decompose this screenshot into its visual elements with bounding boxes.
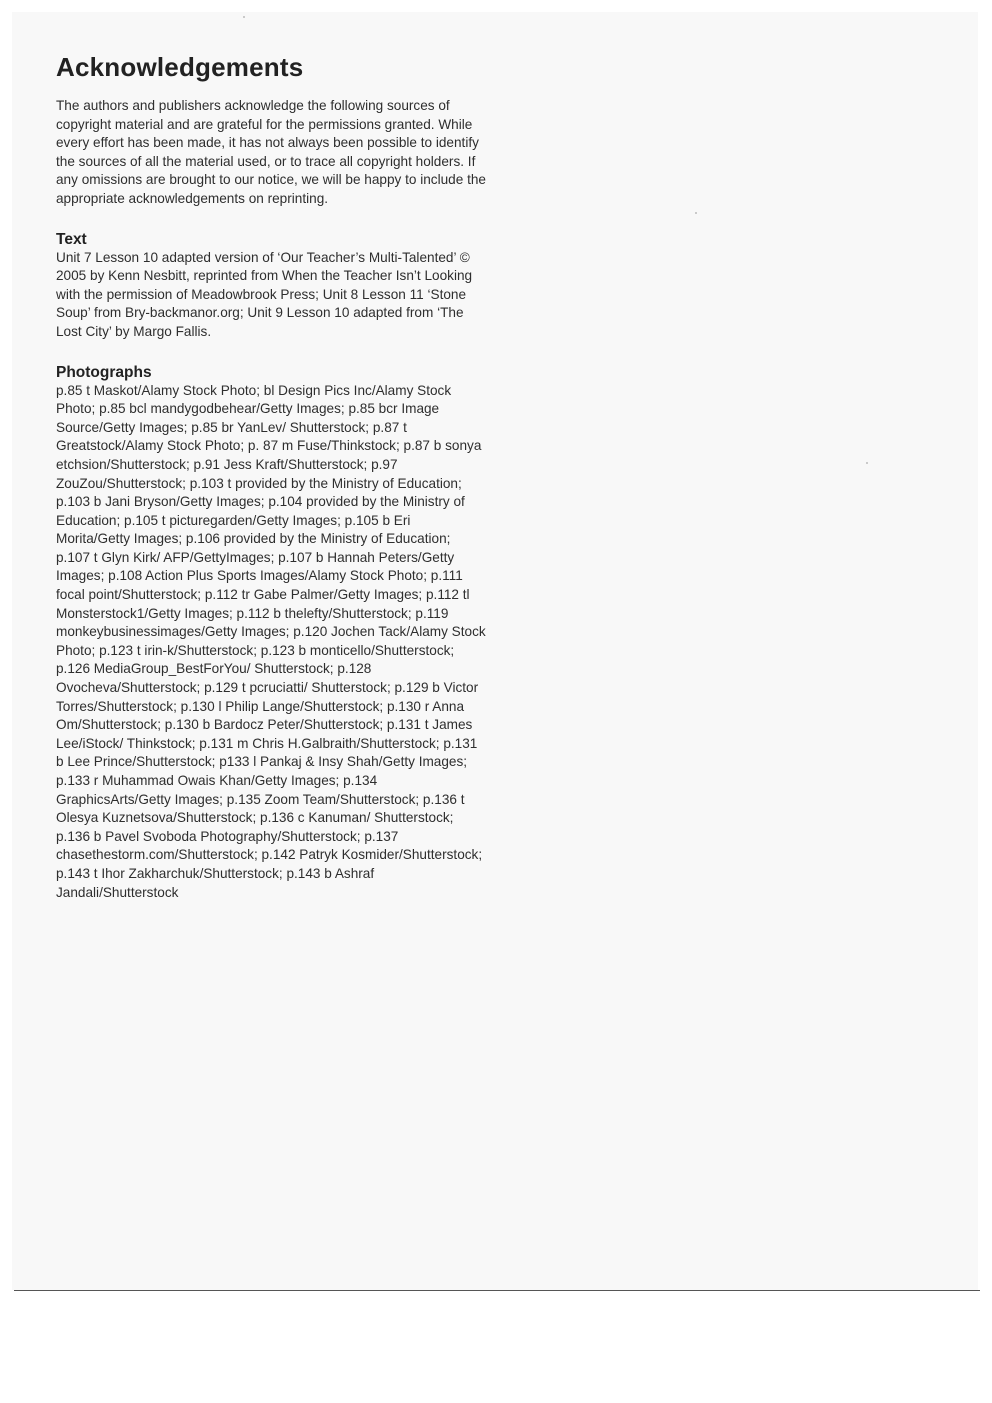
text-section — [56, 231, 486, 342]
photographs-heading: Photographs — [56, 363, 152, 381]
acknowledgements-content — [56, 52, 486, 902]
scan-speck — [243, 16, 245, 18]
intro-paragraph: The authors and publishers acknowledge the following sources of copyright material and are grateful for the permissions granted. While every effort has been made, it has not always been possible to identify the sources of all the material used, or to trace all copyright holders. If any omissions are brought to our notice, we will be happy to include the appropriate acknowledgements on reprinting. — [56, 98, 486, 206]
photographs-body: p.85 t Maskot/Alamy Stock Photo; bl Design Pics Inc/Alamy Stock Photo; p.85 bcl mandygodbehear/Getty Images; p.85 bcr Image Source/Getty Images; p.85 br YanLev/ Shutterstock; p.87 t Greatstock/Alamy Stock Photo; p. 87 m Fuse/Thinkstock; p.87 b sonya etchsion/Shutterstock; p.91 Jess Kraft/Shutterstock; p.97 ZouZou/Shutterstock; p.103 t provided by the Ministry of Education; p.103 b Jani Bryson/Getty Images; p.104 provided by the Ministry of Education; p.105 t picturegarden/Getty Images; p.105 b Eri Morita/Getty Images; p.106 provided by the Ministry of Education; p.107 t Glyn Kirk/ AFP/GettyImages; p.107 b Hannah Peters/Getty Images; p.108 Action Plus Sports Images/Alamy Stock Photo; p.111 focal point/Shutterstock; p.112 tr Gabe Palmer/Getty Images; p.112 tl Monsterstock1/Getty Images; p.112 b thelefty/Shutterstock; p.119 monkeybusinessimages/Getty Images; p.120 Jochen Tack/Alamy Stock Photo; p.123 t irin-k/Shutterstock; p.123 b monticello/Shutterstock; p.126 MediaGroup_BestForYou/ Shutterstock; p.128 Ovocheva/Shutterstock; p.129 t pcruciatti/ Shutterstock; p.129 b Victor Torres/Shutterstock; p.130 l Philip Lange/Shutterstock; p.130 r Anna Om/Shutterstock; p.130 b Bardocz Peter/Shutterstock; p.131 t James Lee/iStock/ Thinkstock; p.131 m Chris H.Galbraith/Shutterstock; p.131 b Lee Prince/Shutterstock; p133 l Pankaj & Insy Shah/Getty Images; p.133 r Muhammad Owais Khan/Getty Images; p.134 GraphicsArts/Getty Images; p.135 Zoom Team/Shutterstock; p.136 t Olesya Kuznetsova/Shutterstock; p.136 c Kanuman/ Shutterstock; p.136 b Pavel Svoboda Photography/Shutterstock; p.137 chasethestorm.com/Shutterstock; p.142 Patryk Kosmider/Shutterstock; p.143 t Ihor Zakharchuk/Shutterstock; p.143 b Ashraf Jandali/Shutterstock — [56, 382, 486, 900]
page-title: Acknowledgements — [56, 52, 304, 82]
page-bottom-edge — [14, 1290, 980, 1291]
photographs-section — [56, 364, 486, 903]
text-heading: Text — [56, 230, 87, 248]
scan-speck — [866, 462, 868, 464]
text-body: Unit 7 Lesson 10 adapted version of ‘Our Teacher’s Multi-Talented’ © 2005 by Kenn Nesbitt, reprinted from When the Teacher Isn’t Looking with the permission of Meadowbrook Press; Unit 8 Lesson 11 ‘Stone Soup’ from Bry-backmanor.org; Unit 9 Lesson 10 adapted from ‘The Lost City’ by Margo Fallis. — [56, 249, 473, 339]
scan-speck — [695, 212, 697, 214]
